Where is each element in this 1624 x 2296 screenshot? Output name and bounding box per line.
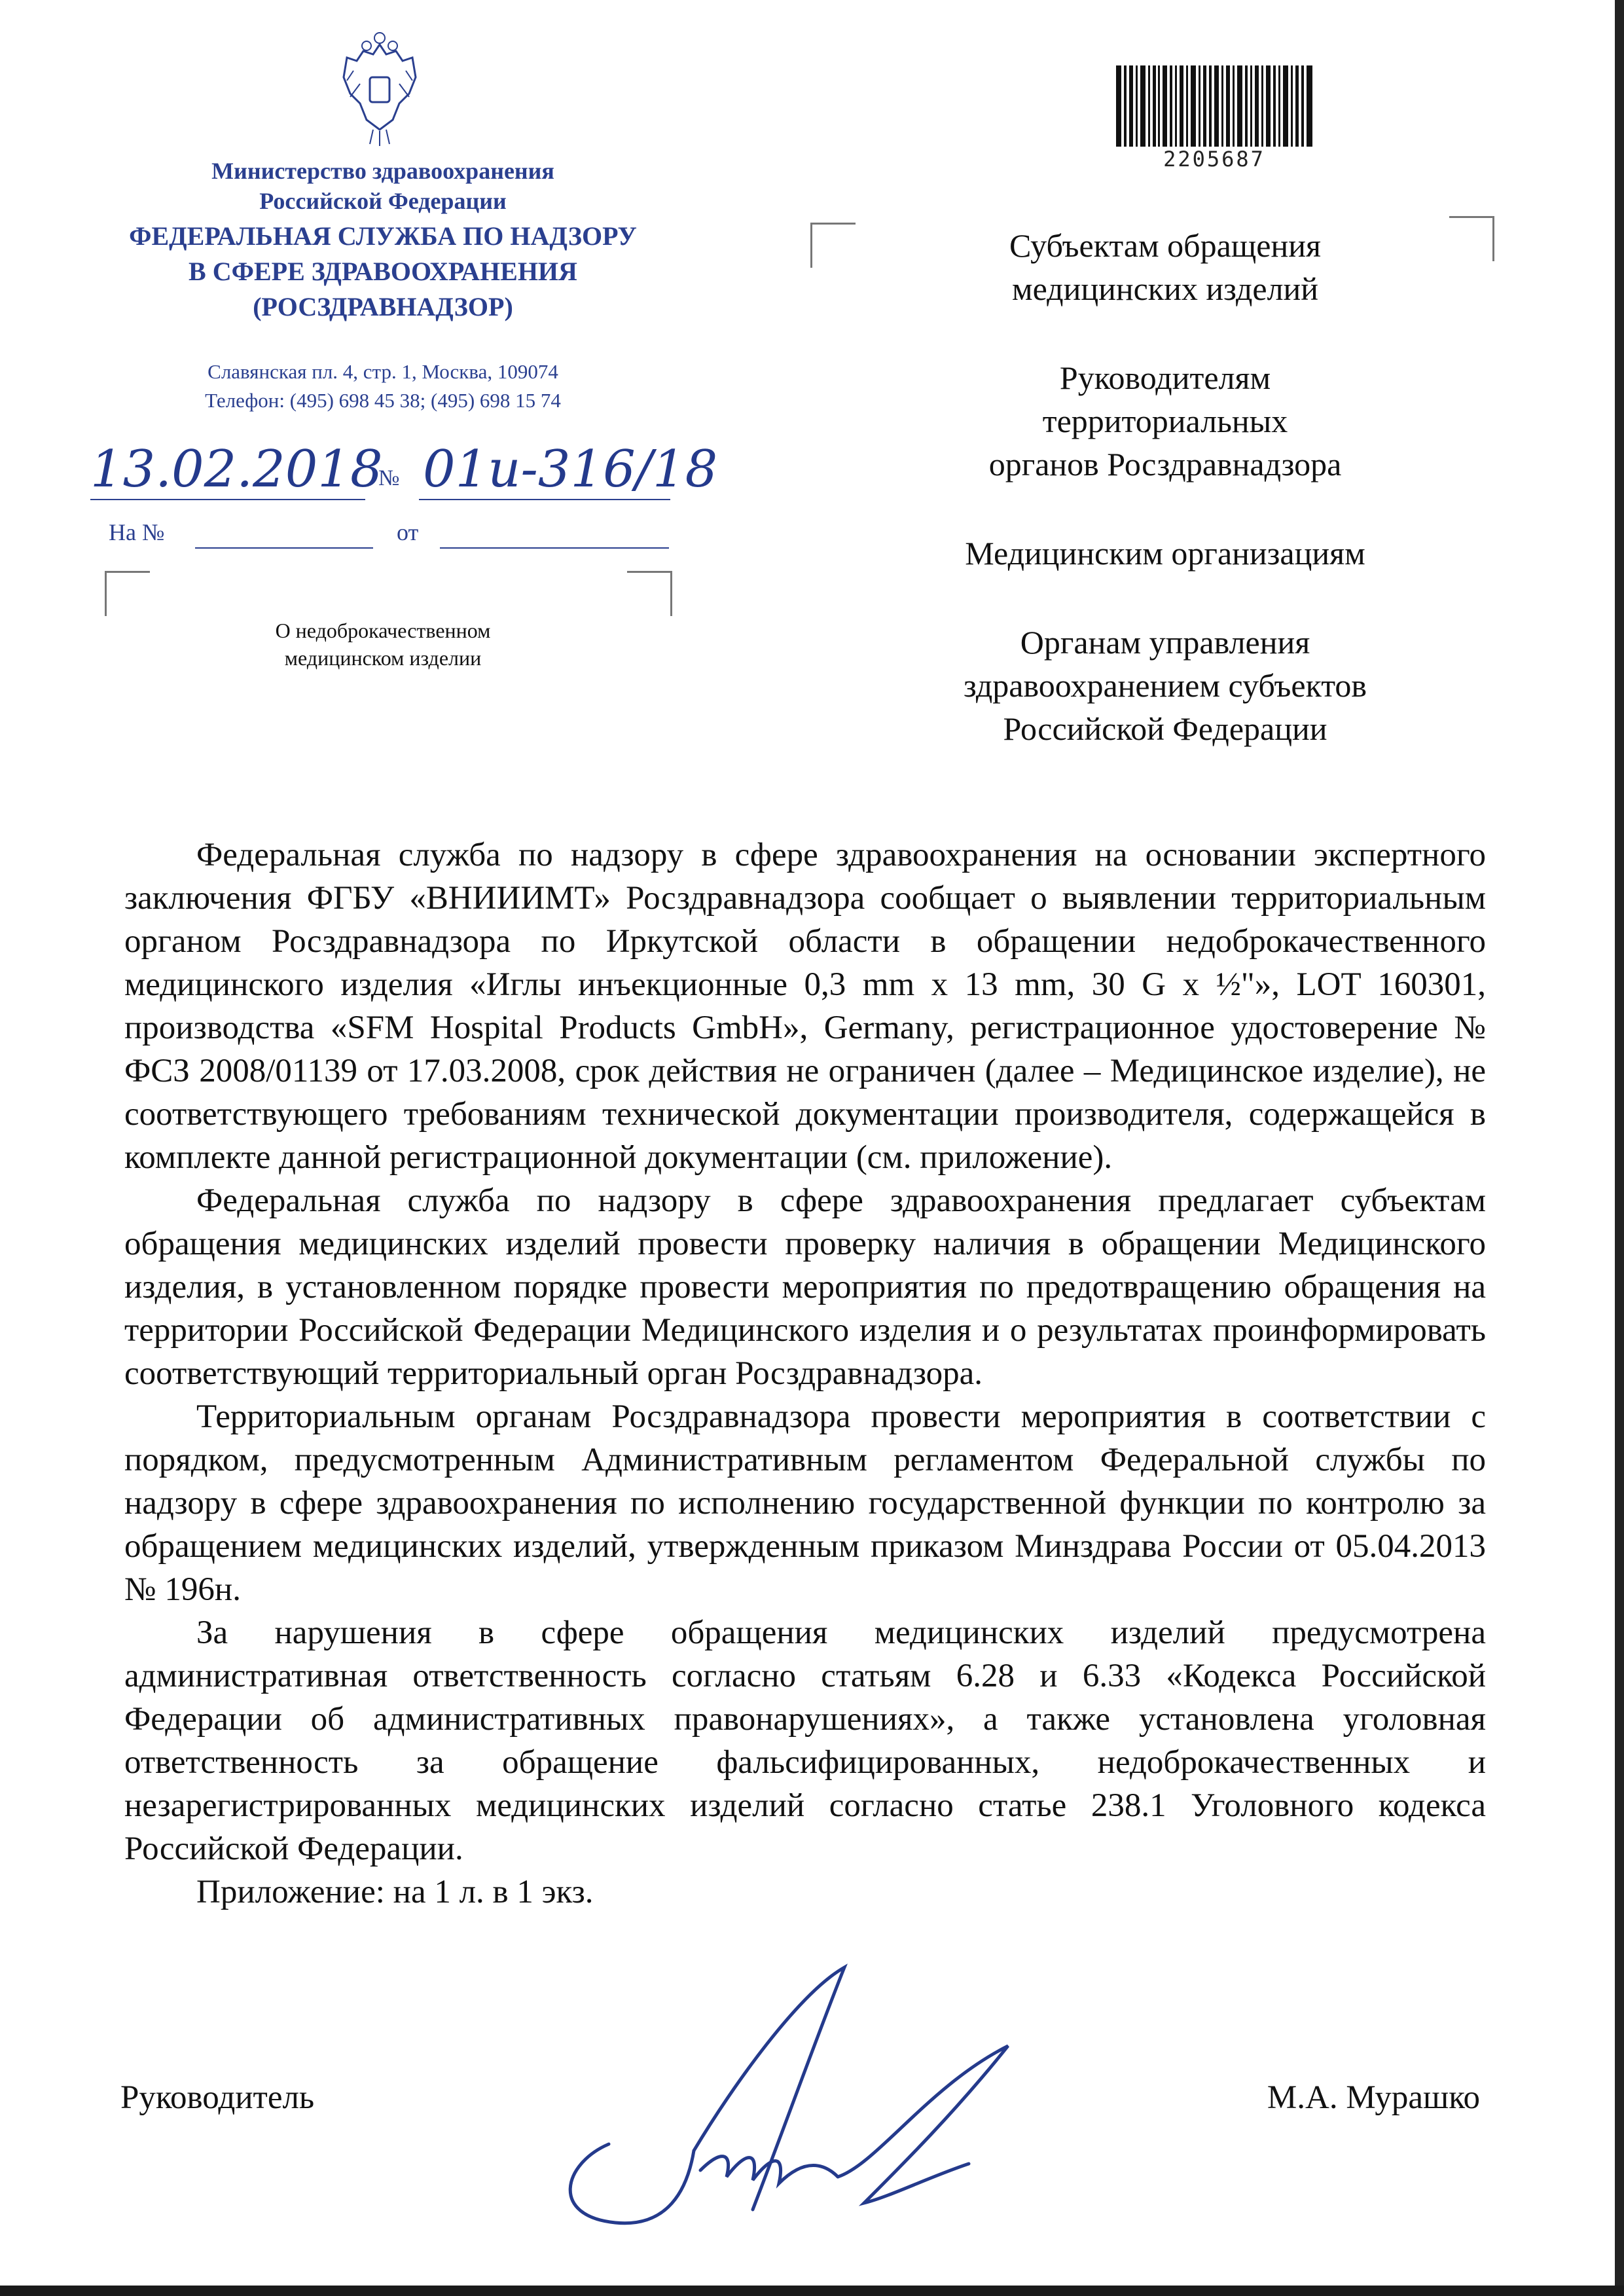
number-sign: № xyxy=(378,466,400,490)
date-underline xyxy=(90,499,365,500)
addressee-4 xyxy=(871,621,1460,750)
service-line-2: В СФЕРЕ ЗДРАВООХРАНЕНИЯ xyxy=(189,257,577,286)
scan-edge-bottom xyxy=(0,2286,1624,2296)
subject-line-1: О недоброкачественном xyxy=(275,619,491,642)
bracket-top-right xyxy=(627,571,672,616)
addressee-2-line-1: Руководителям xyxy=(1059,359,1271,396)
addressee-4-line-2: здравоохранением субъектов xyxy=(963,667,1367,704)
ministry-line-1: Министерство здравоохранения xyxy=(211,158,554,184)
barcode xyxy=(1116,65,1312,147)
addressee-3-line-1: Медицинским организациям xyxy=(965,535,1365,572)
service-name xyxy=(72,219,694,325)
body-paragraph-3: Территориальным органам Росздравнадзора провести мероприятия в соответствии с порядком, предусмотренным Административным регламентом Федеральной службы по надзору в сфере здравоохранения по исполнению государственной функции по контролю за обращением медицинских изделий, утвержденным приказом Минздрава России от 05.04.2013 № 196н. xyxy=(124,1398,1486,1608)
ref-label: На № xyxy=(109,519,165,545)
signatory-name: М.А. Мурашко xyxy=(1267,2079,1480,2116)
handwritten-signature xyxy=(537,1954,1034,2236)
addressee-2-line-3: органов Росздравнадзора xyxy=(988,446,1342,483)
phone-line: Телефон: (495) 698 45 38; (495) 698 15 74 xyxy=(205,389,561,412)
addressee-4-line-3: Российской Федерации xyxy=(1003,710,1327,747)
number-underline xyxy=(419,499,670,500)
registration-date: 13.02.2018 xyxy=(90,440,383,499)
ministry-line-2: Российской Федерации xyxy=(259,188,507,214)
addressee-4-line-1: Органам управления xyxy=(1020,624,1310,661)
scan-edge-right xyxy=(1615,0,1624,2296)
ministry-name xyxy=(98,156,668,216)
addressee-1-line-2: медицинских изделий xyxy=(1011,270,1319,307)
subject-line-2: медицинском изделии xyxy=(284,646,482,670)
barcode-number: 2205687 xyxy=(1163,147,1265,172)
from-label: от xyxy=(397,519,419,545)
addressee-2-line-2: территориальных xyxy=(1042,403,1288,439)
registration-number: 01и-316/18 xyxy=(423,440,718,499)
addressee-1-line-1: Субъектам обращения xyxy=(1009,227,1321,264)
body-paragraph-4: За нарушения в сфере обращения медицинских изделий предусмотрена административная ответственность согласно статьям 6.28 и 6.33 «Кодекса Российской Федерации об административных правонарушениях», а также установлена уголовная ответственность за обращение фальсифицированных, недоброкачественных и незарегистрированных медицинских изделий согласно статье 238.1 Уголовного кодекса Российской Федерации. xyxy=(124,1614,1486,1867)
letter-body xyxy=(124,833,1486,1914)
ref-underline xyxy=(195,547,373,549)
addressee-1 xyxy=(871,224,1460,310)
service-line-1: ФЕДЕРАЛЬНАЯ СЛУЖБА ПО НАДЗОРУ xyxy=(129,221,637,251)
bracket-top-left xyxy=(105,571,150,616)
bracket-address-left xyxy=(810,223,856,268)
attachment-note: Приложение: на 1 л. в 1 экз. xyxy=(196,1874,594,1910)
from-underline xyxy=(440,547,669,549)
body-paragraph-1: Федеральная служба по надзору в сфере здравоохранения на основании экспертного заключения ФГБУ «ВНИИИМТ» Росздравнадзора сообщает о выявлении территориальным органом Росздравнадзора по Иркутской области в обращении недоброкачественного медицинского изделия «Иглы инъекционные 0,3 mm x 13 mm, 30 G x ½"», LOT 160301, производства «SFM Hospital Products GmbH», Germany, регистрационное удостоверение № ФСЗ 2008/01139 от 17.03.2008, срок действия не ограничен (далее – Медицинское изделие), не соответствующего требованиям технической документации производителя, содержащейся в комплекте данной регистрационной документации (см. приложение). xyxy=(124,837,1486,1176)
subject-block xyxy=(46,617,720,672)
service-line-3: (РОСЗДРАВНАДЗОР) xyxy=(253,292,513,321)
signatory-title: Руководитель xyxy=(120,2079,315,2116)
addressee-3 xyxy=(871,532,1460,575)
address-line: Славянская пл. 4, стр. 1, Москва, 109074 xyxy=(208,360,558,383)
body-paragraph-2: Федеральная служба по надзору в сфере здравоохранения предлагает субъектам обращения медицинских изделий провести проверку наличия в обращении Медицинского изделия, в установленном порядке провести мероприятия по предотвращению обращения на территории Российской Федерации Медицинского изделия и о результатах проинформировать соответствующий территориальный орган Росздравнадзора. xyxy=(124,1182,1486,1392)
coat-of-arms-emblem xyxy=(334,31,425,149)
service-address xyxy=(98,357,668,415)
addressee-2 xyxy=(871,356,1460,486)
